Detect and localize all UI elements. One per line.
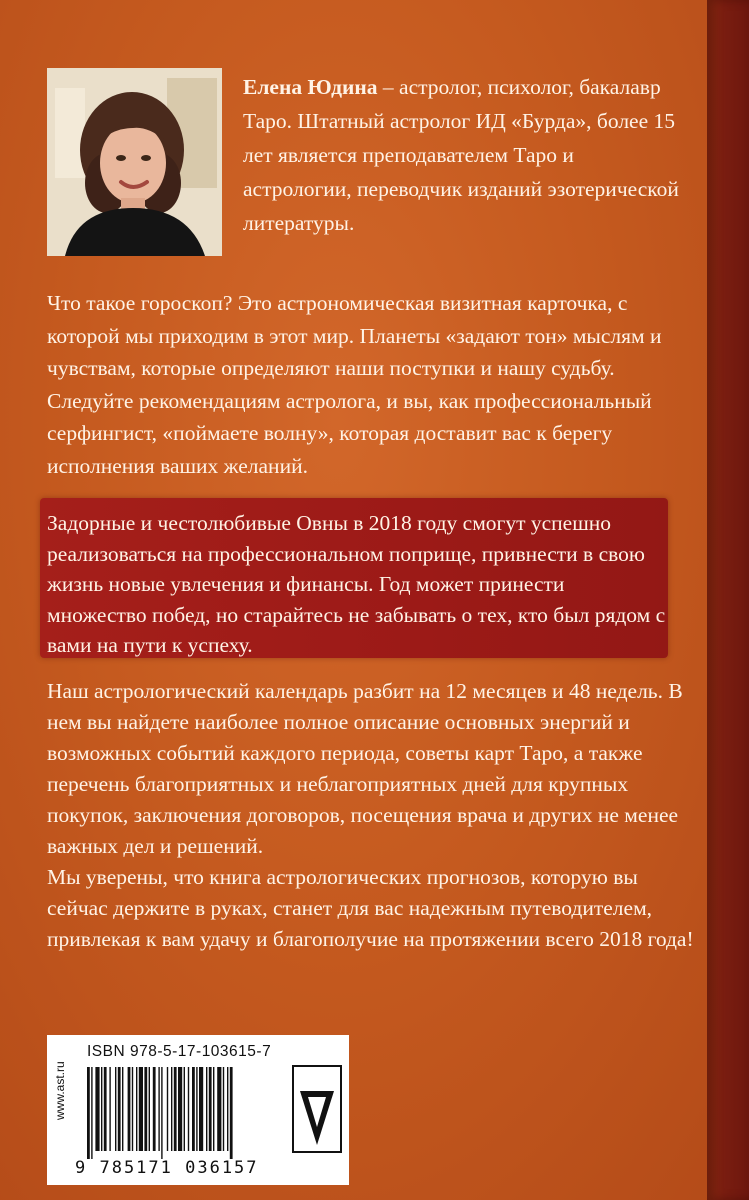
barcode-bar [118,1067,121,1151]
barcode-bar [115,1067,116,1151]
barcode-bar [122,1067,123,1151]
isbn-label: ISBN 978-5-17-103615-7 [87,1043,272,1060]
barcode-bar [158,1067,159,1151]
barcode-bar [184,1067,185,1151]
barcode-bar [87,1067,90,1159]
calendar-paragraph-1: Наш астрологический календарь разбит на 12 месяцев и 48 недель. В нем вы найдете наиболее полное описание основных энергий и возможных событий каждого периода, советы карт Таро, а также перечень благоприятных и неблагоприятных дней для крупных покупок, заключения договоров, посещения врача и других не менее важных дел и решений. [47,679,683,858]
barcode-bar [209,1067,212,1151]
book-spine [707,0,749,1200]
barcode-bar [230,1067,233,1159]
barcode-bar [91,1067,92,1159]
barcode-bar [139,1067,143,1151]
publisher-website: www.ast.ru [53,1061,67,1120]
barcode-bar [144,1067,147,1151]
intro-paragraph: Что такое гороскоп? Это астрономическая визитная карточка, с которой мы приходим в этот мир. Планеты «задают тон» мыслям и чувствам, которые определяют наши поступки и нашу судьбу. Следуйте рекомендациям астролога, и вы, как профессиональный серфингист, «поймаете волну», которая доставит вас к берегу исполнения ваших желаний. [47,291,662,478]
barcode-bar [178,1067,182,1151]
calendar-description [47,676,697,955]
barcode-bar [213,1067,214,1151]
calendar-paragraph-2: Мы уверены, что книга астрологических прогнозов, которую вы сейчас держите в руках, станет для вас надежным путеводителем, привлекая к вам удачу и благополучие на протяжении всего 2018 года! [47,865,694,951]
barcode-bar [223,1067,224,1151]
barcode-bar [167,1067,168,1151]
barcode-bar [192,1067,195,1151]
barcode-bar [101,1067,102,1151]
barcode-bar [149,1067,150,1151]
barcode-bar [174,1067,177,1151]
barcode-bar [206,1067,207,1151]
author-bio-text: – астролог, психолог, бакалавр Таро. Штатный астролог ИД «Бурда», более 15 лет является преподавателем Таро и астрологии, переводчик изданий эзотерической литературы. [243,75,679,235]
author-name: Елена Юдина [243,75,378,99]
barcode-bar [153,1067,156,1151]
barcode-panel [47,1035,349,1185]
barcode-bar [199,1067,203,1151]
barcode-bar [104,1067,107,1151]
highlight-text: Задорные и честолюбивые Овны в 2018 году смогут успешно реализоваться на профессиональном поприще, привнести в свою жизнь новые увлечения и финансы. Год может принести множество побед, но старайтесь не забывать о тех, кто был рядом с вами на пути к успеху. [47,511,666,657]
barcode-bar [161,1067,162,1159]
barcode-bar [95,1067,99,1151]
barcode-digits: 9 785171 036157 [75,1158,259,1178]
barcode-bar [109,1067,110,1151]
barcode-bars [85,1067,285,1159]
barcode-bar [227,1067,228,1151]
author-bio [243,70,683,240]
barcode-bar [188,1067,189,1151]
publisher-v-logo-icon [292,1065,342,1153]
barcode-bar [128,1067,131,1151]
barcode-bar [136,1067,137,1151]
barcode-bar [196,1067,197,1151]
author-portrait-icon [47,68,222,256]
barcode-bar [171,1067,172,1151]
barcode-bar [217,1067,221,1151]
barcode-bar [132,1067,133,1151]
